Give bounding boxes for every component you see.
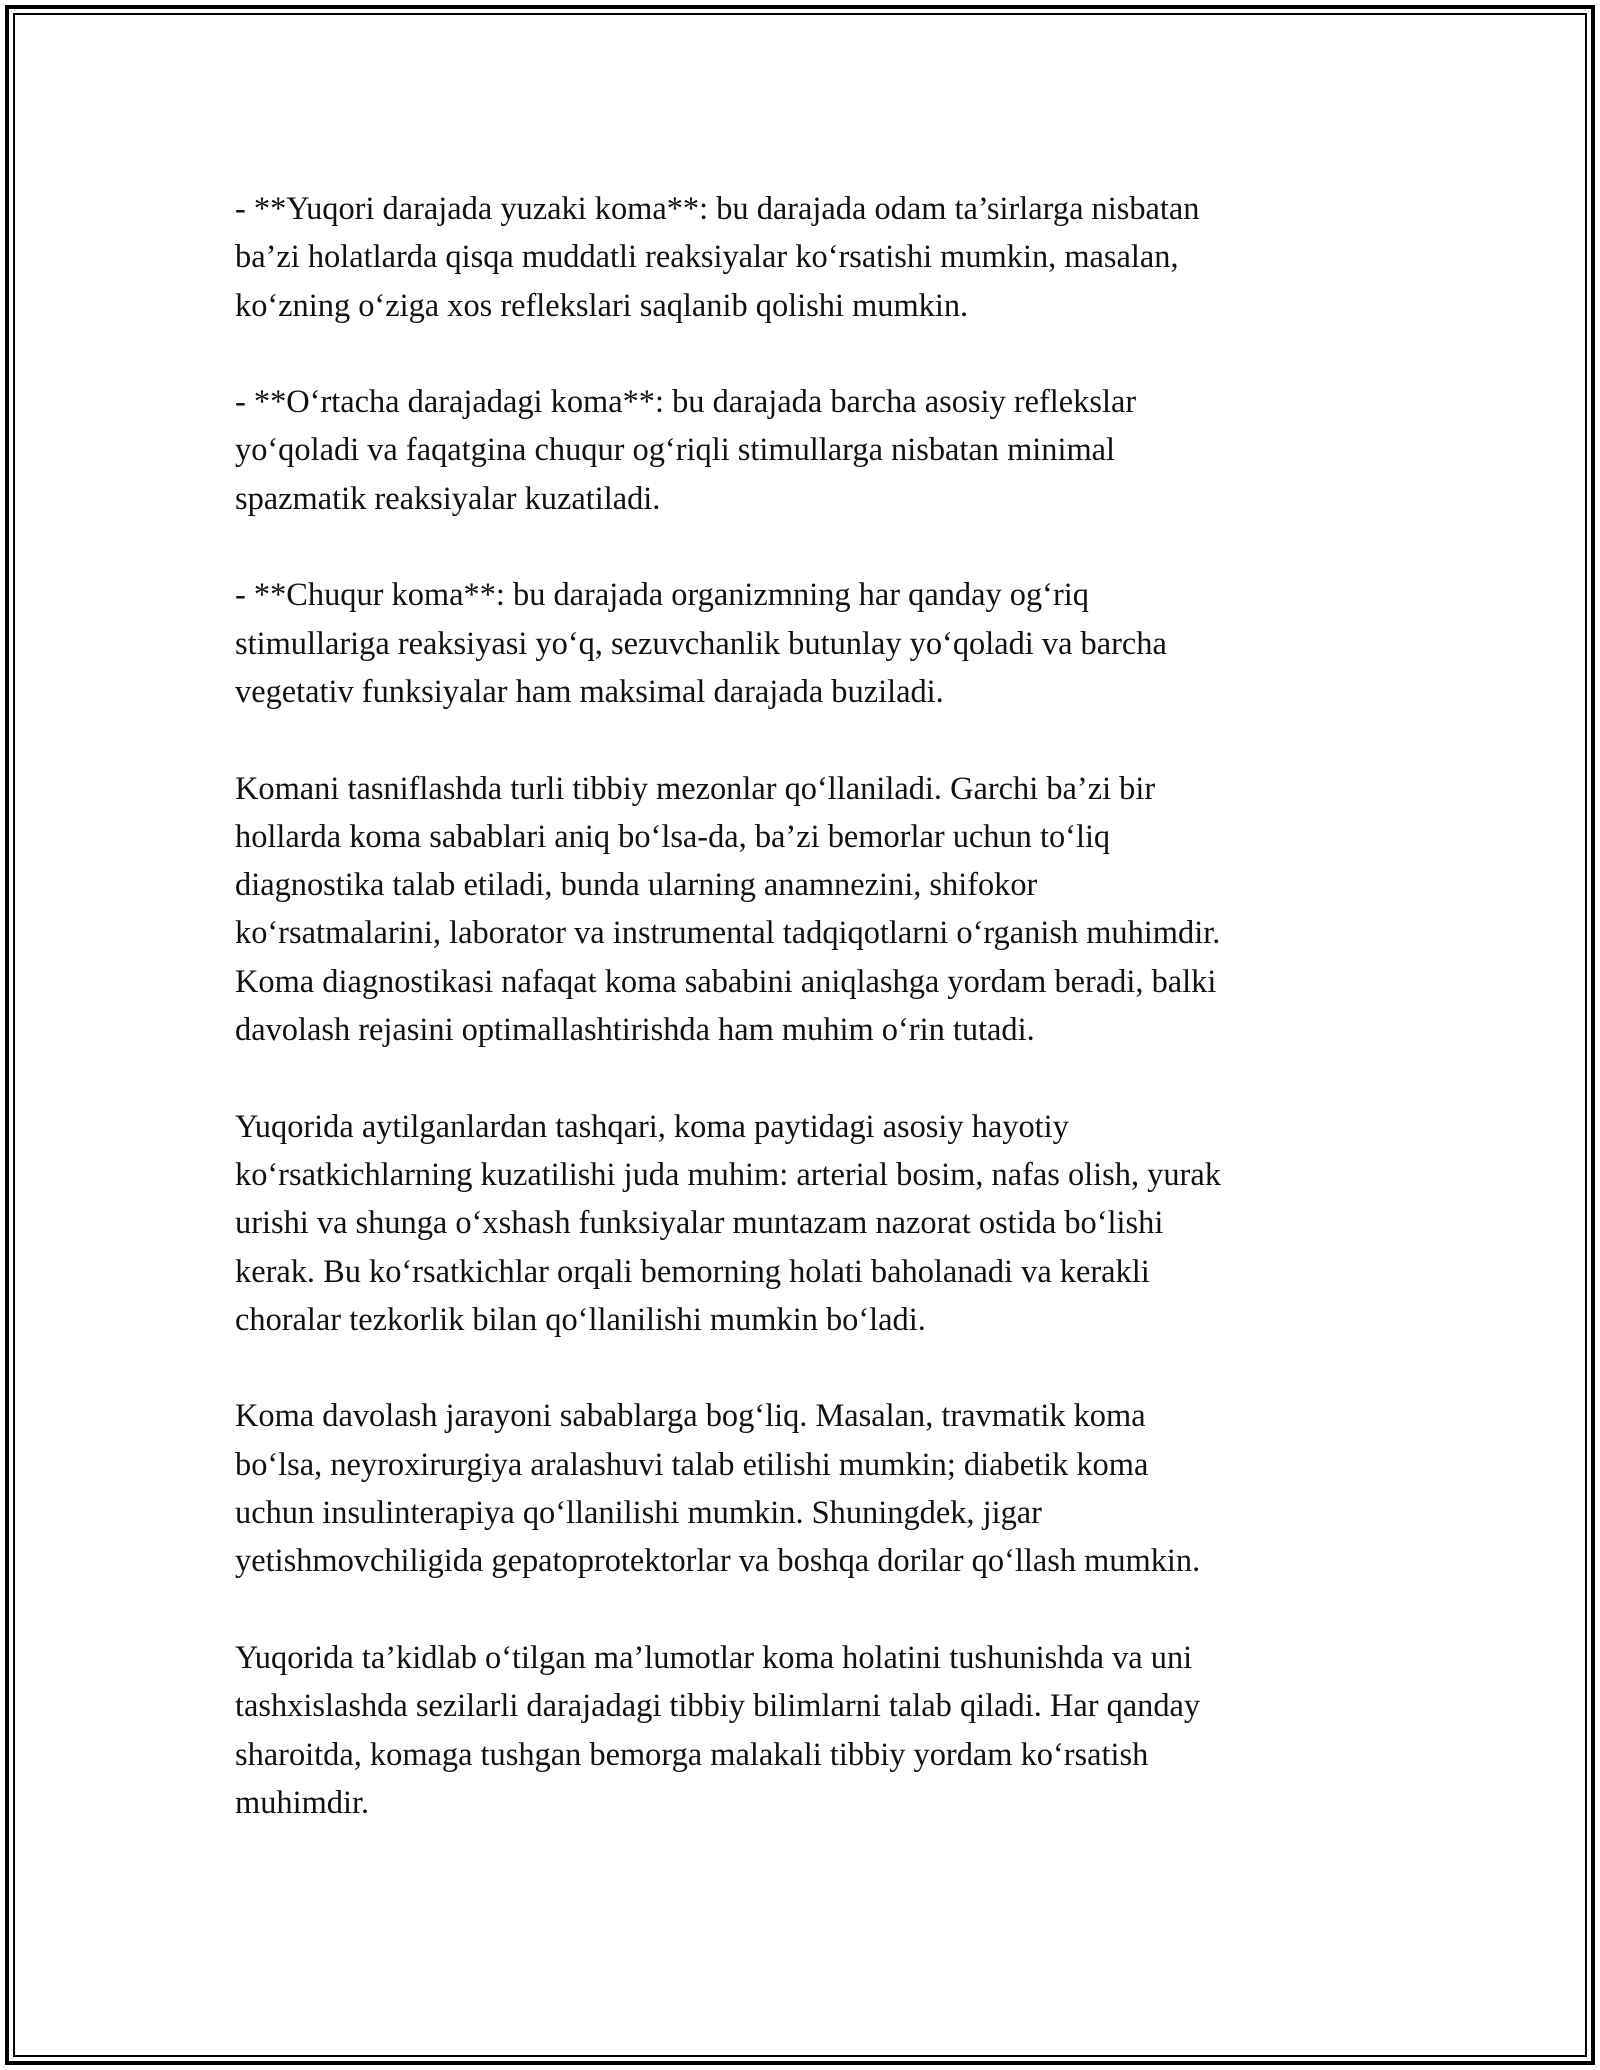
paragraph-moderate-coma: - **O‘rtacha darajadagi koma**: bu darajada barcha asosiy reflekslar yo‘qoladi va faqatgina chuqur og‘riqli stimullarga nisbatan minimal spazmatik reaksiyalar kuzatiladi. [235, 384, 1137, 517]
paragraph-deep-coma: - **Chuqur koma**: bu darajada organizmning har qanday og‘riq stimullariga reaksiyasi yo‘q, sezuvchanlik butunlay yo‘qoladi va barcha vegetativ funksiyalar ham maksimal darajada buziladi. [235, 577, 1167, 710]
paragraph-superficial-coma: - **Yuqori darajada yuzaki koma**: bu darajada odam ta’sirlarga nisbatan ba’zi holatlarda qisqa muddatli reaksiyalar ko‘rsatishi mumkin, masalan, ko‘zning o‘ziga xos reflekslari saqlanib qolishi mumkin. [235, 191, 1200, 324]
paragraph-conclusion: Yuqorida ta’kidlab o‘tilgan ma’lumotlar koma holatini tushunishda va uni tashxislashda sezilarli darajadagi tibbiy bilimlarni talab qiladi. Har qanday sharoitda, komaga tushgan bemorga malakali tibbiy yordam ko‘rsatish muhimdir. [235, 1639, 1201, 1821]
paragraph-coma-classification: Komani tasniflashda turli tibbiy mezonlar qo‘llaniladi. Garchi ba’zi bir hollarda koma sabablari aniq bo‘lsa-da, ba’zi bemorlar uchun to‘liq diagnostika talab etiladi, bunda ularning anamnezini, shifokor ko‘rsatmalarini, laborator va instrumental tadqiqotlarni o‘rganish muhimdir. Koma diagnostikasi nafaqat koma sababini aniqlashga yordam beradi, balki davolash rejasini optimallashtirishda ham muhim o‘rin tutadi. [235, 770, 1221, 1049]
paragraph-coma-treatment: Koma davolash jarayoni sabablarga bog‘liq. Masalan, travmatik koma bo‘lsa, neyroxirurgiya aralashuvi talab etilishi mumkin; diabetik koma uchun insulinterapiya qo‘llanilishi mumkin. Shuningdek, jigar yetishmovchiligida gepatoprotektorlar va boshqa dorilar qo‘llash mumkin. [235, 1398, 1201, 1580]
paragraph-vital-signs: Yuqorida aytilganlardan tashqari, koma paytidagi asosiy hayotiy ko‘rsatkichlarning kuzatilishi juda muhim: arterial bosim, nafas olish, yurak urishi va shunga o‘xshash funksiyalar muntazam nazorat ostida bo‘lishi kerak. Bu ko‘rsatkichlar orqali bemorning holati baholanadi va kerakli choralar tezkorlik bilan qo‘llanilishi mumkin bo‘ladi. [235, 1108, 1221, 1338]
document-body [235, 185, 1370, 1875]
